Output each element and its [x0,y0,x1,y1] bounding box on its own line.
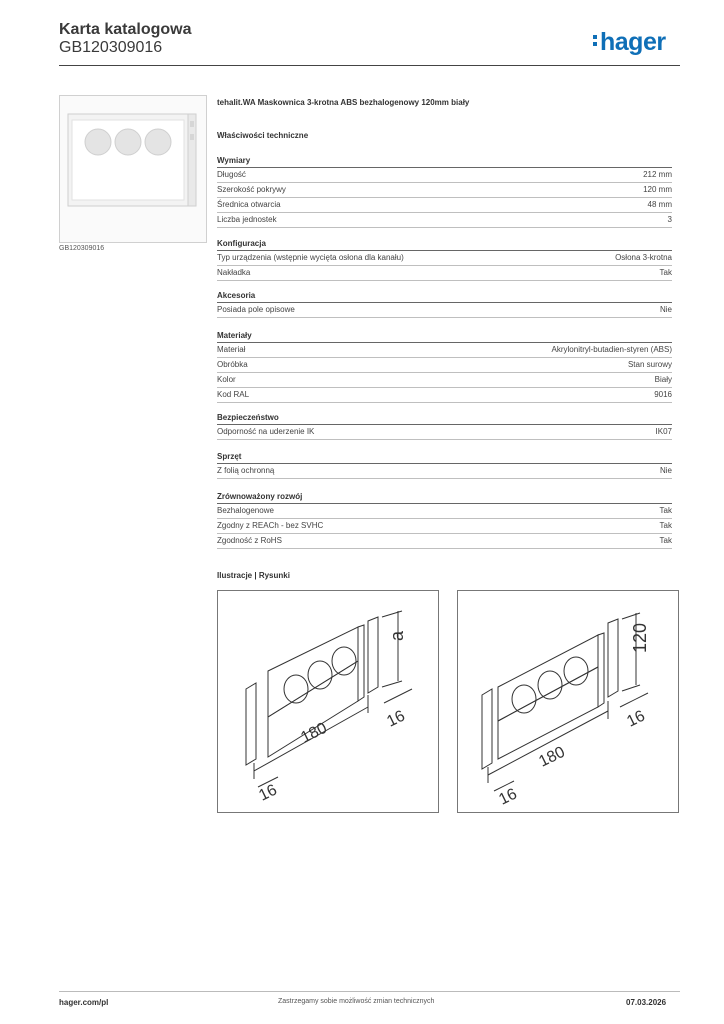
spec-row [217,213,672,228]
spec-value: 212 mm [643,170,672,179]
spec-section-heading: Bezpieczeństwo [217,413,672,425]
spec-value: 48 mm [647,200,672,209]
spec-value: Stan surowy [627,360,672,369]
spec-row [217,303,672,318]
spec-label: Kod RAL [217,390,250,399]
spec-value: Nie [659,305,672,314]
spec-value: 3 [667,215,672,224]
header-divider [59,65,680,66]
spec-section-heading: Materiały [217,331,672,343]
spec-section [217,291,672,318]
spec-row [217,343,672,358]
spec-value: Nie [659,466,672,475]
spec-section-heading: Akcesoria [217,291,672,303]
spec-section [217,452,672,479]
spec-row [217,504,672,519]
spec-label: Zgodność z RoHS [217,536,282,545]
drawing-2-left-label: 16 [496,785,520,809]
dimension-drawing-1 [218,591,438,812]
spec-section-heading: Sprzęt [217,452,672,464]
technical-heading: Właściwości techniczne [217,131,309,140]
spec-row [217,464,672,479]
spec-section [217,156,672,228]
illustrations-heading: Ilustracje | Rysunki [217,571,290,580]
drawing-2 [457,590,679,813]
product-thumbnail [59,95,207,243]
drawing-2-height-label: 120 [630,622,650,653]
hager-logo [593,28,666,57]
footer-date: 07.03.2026 [626,998,667,1007]
spec-value: Tak [659,536,672,545]
spec-value: 120 mm [643,185,672,194]
spec-row [217,534,672,549]
thumbnail-caption: GB120309016 [59,245,105,252]
spec-label: Nakładka [217,268,251,277]
spec-row [217,251,672,266]
drawing-1-left-label: 16 [256,781,280,805]
spec-section-heading: Konfiguracja [217,239,672,251]
spec-value: Osłona 3-krotna [615,253,672,262]
document-code: GB120309016 [59,39,163,56]
product-title: tehalit.WA Maskownica 3-krotna ABS bezhalogenowy 120mm biały [217,98,470,107]
document-title: Karta katalogowa [59,21,192,38]
spec-value: Tak [659,268,672,277]
spec-label: Zgodny z REACh - bez SVHC [217,521,324,530]
spec-value: Tak [659,506,672,515]
spec-value: Akrylonitryl-butadien-styren (ABS) [551,345,672,354]
drawing-2-side-label: 16 [624,707,648,731]
spec-row [217,266,672,281]
spec-section-heading: Wymiary [217,156,672,168]
spec-row [217,183,672,198]
spec-row [217,358,672,373]
cover-plate-image [60,96,206,242]
spec-label: Materiał [217,345,246,354]
spec-section [217,239,672,281]
drawing-1-side-label: 16 [384,707,408,731]
spec-section [217,331,672,403]
spec-label: Obróbka [217,360,248,369]
spec-row [217,373,672,388]
spec-label: Kolor [217,375,236,384]
footer-website-link[interactable]: hager.com/pl [59,998,109,1007]
logo-text: hager [600,28,666,56]
dimension-drawing-2 [458,591,678,812]
spec-label: Typ urządzenia (wstępnie wycięta osłona dla kanału) [217,253,404,262]
spec-row [217,425,672,440]
spec-value: 9016 [654,390,672,399]
logo-dots-icon [593,32,598,49]
spec-section-heading: Zrównoważony rozwój [217,492,672,504]
drawing-2-length-label: 180 [536,743,568,771]
spec-row [217,168,672,183]
spec-label: Posiada pole opisowe [217,305,295,314]
spec-row [217,198,672,213]
spec-section [217,492,672,549]
spec-row [217,519,672,534]
drawing-1-length-label: 180 [298,719,330,747]
footer-note: Zastrzegamy sobie możliwość zmian technicznych [278,998,435,1005]
spec-label: Liczba jednostek [217,215,277,224]
spec-label: Odporność na uderzenie IK [217,427,315,436]
spec-label: Średnica otwarcia [217,200,281,209]
footer-divider [59,991,680,992]
spec-row [217,388,672,403]
drawing-1 [217,590,439,813]
spec-label: Bezhalogenowe [217,506,274,515]
spec-section [217,413,672,440]
spec-label: Długość [217,170,246,179]
spec-label: Szerokość pokrywy [217,185,286,194]
spec-value: Tak [659,521,672,530]
drawing-1-height-label: a [387,630,407,641]
spec-label: Z folią ochronną [217,466,275,475]
spec-value: Biały [654,375,672,384]
spec-value: IK07 [655,427,672,436]
